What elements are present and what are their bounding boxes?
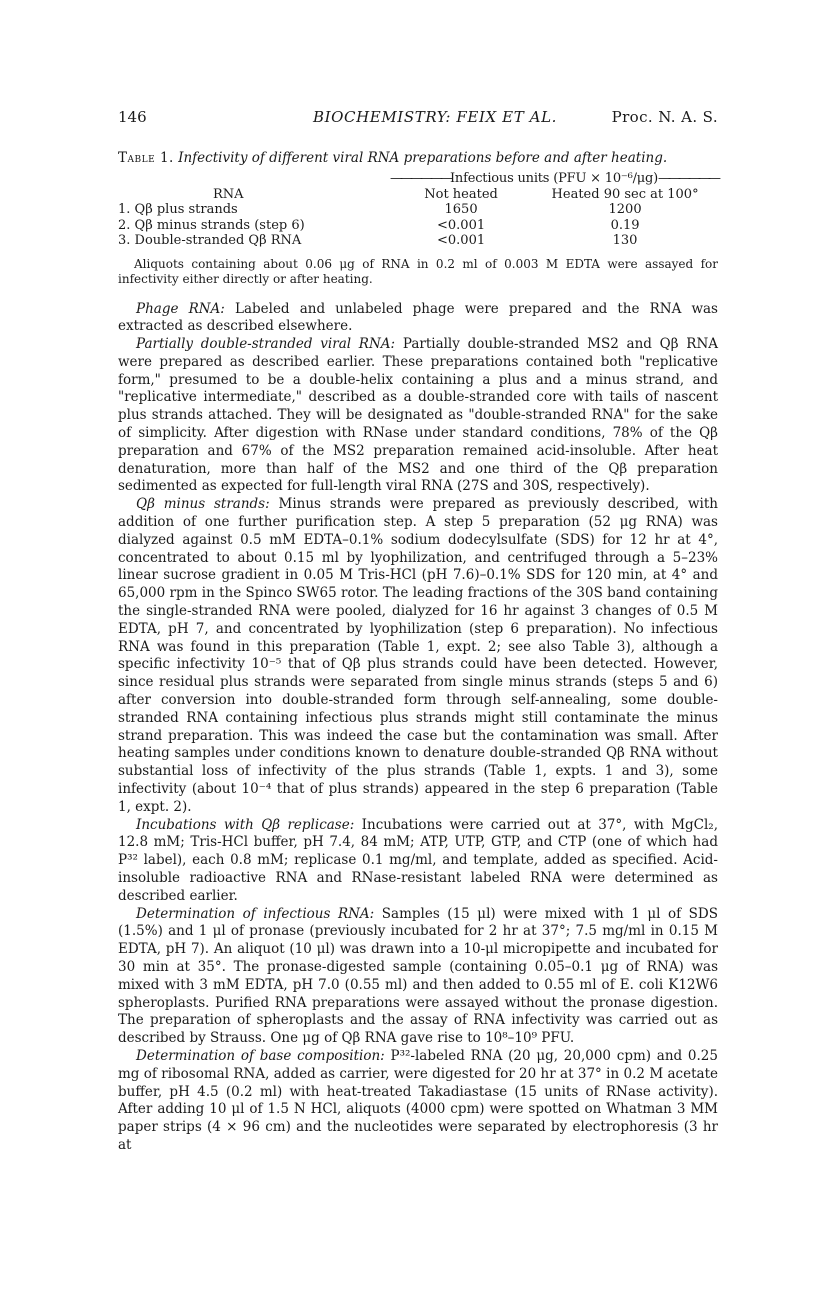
- methods-body: [118, 301, 718, 1155]
- table-label: Table 1.: [118, 150, 174, 166]
- row-label: 3. Double-stranded Qβ RNA: [118, 233, 302, 248]
- running-title: BIOCHEMISTRY: FEIX ET AL.: [313, 108, 558, 126]
- paragraph-infectious: [118, 906, 718, 1048]
- paragraph-text: Incubations were carried out at 37°, with MgCl₂, 12.8 mM; Tris-HCl buffer, pH 7.4, 84 mM; ATP, UTP, GTP, and CTP (one of which had P³² label), each 0.8 mM; replicase 0.1 mg/ml, and template, added as specified. Acid-insoluble radioactive RNA and RNase-resistant labeled RNA were determined as described earlier.: [118, 816, 719, 904]
- section-heading: Determination of base composition:: [136, 1047, 385, 1064]
- row-label: 2. Qβ minus strands (step 6): [118, 217, 305, 233]
- row-heated: 1200: [608, 202, 642, 217]
- row-heated: 130: [612, 233, 638, 248]
- section-heading: Partially double-stranded viral RNA:: [136, 336, 396, 353]
- paragraph-base-composition: [118, 1048, 718, 1155]
- table-column-headers: [118, 187, 718, 203]
- table-row: [118, 218, 718, 234]
- row-label: 1. Qβ plus strands: [118, 202, 238, 217]
- table-footnote: Aliquots containing about 0.06 μg of RNA in 0.2 ml of 0.003 M EDTA were assayed for infectivity either directly or after heating.: [118, 256, 718, 286]
- paragraph-partial-ds: [118, 336, 718, 496]
- row-heated: 0.19: [610, 217, 640, 233]
- section-heading: Qβ minus strands:: [136, 496, 270, 513]
- section-heading: Phage RNA:: [136, 300, 225, 317]
- paragraph-text: Partially double-stranded MS2 and Qβ RNA were prepared as described earlier. These preparations contained both "replicative form," presumed to be a double-helix containing a plus and a minus strand, and "replicative intermediate," described as a double-stranded core with tails of nascent plus strands attached. They will be designated as "double-stranded RNA" for the sake of simplicity. After digestion with RNase under standard conditions, 78% of the Qβ preparation and 67% of the MS2 preparation remained acid-insoluble. After heat denaturation, more than half of the MS2 and one third of the Qβ preparation sedimented as expected for full-length viral RNA (27S and 30S, respectively).: [118, 336, 719, 495]
- table-title: Infectivity of different viral RNA preparations before and after heating.: [178, 150, 668, 166]
- table-row: [118, 233, 718, 249]
- col-header-heated: Heated 90 sec at 100°: [551, 186, 699, 202]
- table-caption: [118, 150, 718, 166]
- page: [118, 108, 718, 1155]
- page-header: [118, 108, 718, 132]
- row-not-heated: <0.001: [437, 233, 486, 248]
- col-header-not-heated: Not heated: [424, 186, 498, 202]
- table-spanner-header: ——————Infectious units (PFU × 10⁻⁶/μg)——————: [390, 171, 718, 186]
- paragraph-incubations: [118, 817, 718, 906]
- paragraph-phage-rna: [118, 301, 718, 337]
- journal-name: Proc. N. A. S.: [611, 108, 718, 126]
- table-row: [118, 202, 718, 218]
- infectivity-table: [118, 171, 718, 249]
- col-header-rna: RNA: [213, 186, 244, 202]
- section-heading: Determination of infectious RNA:: [136, 905, 375, 922]
- paragraph-text: P³²-labeled RNA (20 μg, 20,000 cpm) and 0.25 mg of ribosomal RNA, added as carrier, were digested for 20 hr at 37° in 0.2 M acetate buffer, pH 4.5 (0.2 ml) with heat-treated Takadiastase (15 units of RNase activity). After adding 10 μl of 1.5 N HCl, aliquots (4000 cpm) were spotted on Whatman 3 MM paper strips (4 × 96 cm) and the nucleotides were separated by electrophoresis (3 hr at: [118, 1047, 718, 1153]
- section-heading: Incubations with Qβ replicase:: [136, 816, 355, 833]
- paragraph-minus-strands: [118, 496, 718, 816]
- paragraph-text: Minus strands were prepared as previously described, with addition of one further purification step. A step 5 preparation (52 μg RNA) was dialyzed against 0.5 mM EDTA–0.1% sodium dodecylsulfate (SDS) for 12 hr at 4°, concentrated to about 0.15 ml by lyophilization, and centrifuged through a 5–23% linear sucrose gradient in 0.05 M Tris-HCl (pH 7.6)–0.1% SDS for 120 min, at 4° and 65,000 rpm in the Spinco SW65 rotor. The leading fractions of the 30S band containing the single-stranded RNA were pooled, dialyzed for 16 hr against 3 changes of 0.5 M EDTA, pH 7, and concentrated by lyophilization (step 6 preparation). No infectious RNA was found in this preparation (Table 1, expt. 2; see also Table 3), although a specific infectivity 10⁻⁵ that of Qβ plus strands could have been detected. However, since residual plus strands were separated from single minus strands (steps 5 and 6) after conversion into double-stranded form through self-annealing, some double-stranded RNA containing infectious plus strands might still contaminate the minus strand preparation. This was indeed the case but the contamination was small. After heating samples under conditions known to denature double-stranded Qβ RNA without substantial loss of infectivity of the plus strands (Table 1, expts. 1 and 3), some infectivity (about 10⁻⁴ that of plus strands) appeared in the step 6 preparation (Table 1, expt. 2).: [118, 496, 718, 815]
- row-not-heated: 1650: [444, 202, 478, 217]
- paragraph-text: Samples (15 μl) were mixed with 1 μl of SDS (1.5%) and 1 μl of pronase (previously incubated for 2 hr at 37°; 7.5 mg/ml in 0.15 M EDTA, pH 7). An aliquot (10 μl) was drawn into a 10-μl micropipette and incubated for 30 min at 35°. The pronase-digested sample (containing 0.05–0.1 μg of RNA) was mixed with 3 mM EDTA, pH 7.0 (0.55 ml) and then added to 0.55 ml of E. coli K12W6 spheroplasts. Purified RNA preparations were assayed without the pronase digestion. The preparation of spheroplasts and the assay of RNA infectivity was carried out as described by Strauss. One μg of Qβ RNA gave rise to 10⁸–10⁹ PFU.: [118, 905, 718, 1047]
- row-not-heated: <0.001: [437, 217, 486, 233]
- paragraph-text: Labeled and unlabeled phage were prepared and the RNA was extracted as described elsewhere.: [118, 300, 718, 335]
- page-number: 146: [118, 108, 147, 126]
